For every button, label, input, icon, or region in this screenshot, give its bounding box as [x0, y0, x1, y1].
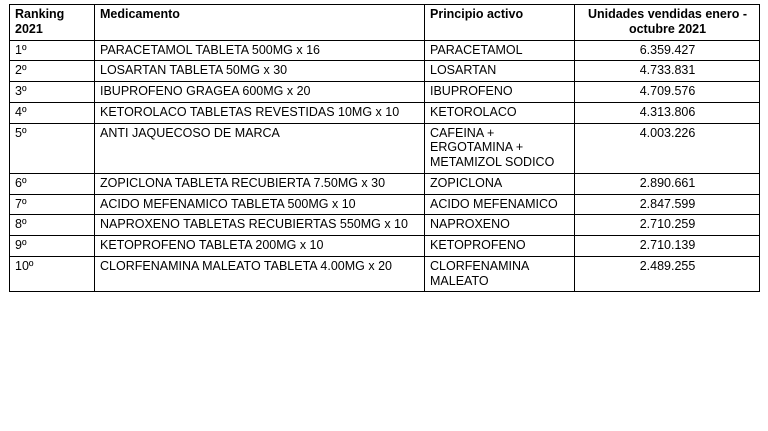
- table-row: [10, 236, 760, 257]
- cell-unidades-vendidas: 2.890.661: [575, 173, 760, 194]
- cell-medicamento: NAPROXENO TABLETAS RECUBIERTAS 550MG x 10: [95, 215, 425, 236]
- cell-principio-activo: IBUPROFENO: [425, 82, 575, 103]
- cell-medicamento: KETOROLACO TABLETAS REVESTIDAS 10MG x 10: [95, 102, 425, 123]
- table-row: [10, 173, 760, 194]
- cell-unidades-vendidas: 2.710.139: [575, 236, 760, 257]
- cell-principio-activo: ACIDO MEFENAMICO: [425, 194, 575, 215]
- cell-ranking: 4º: [10, 102, 95, 123]
- cell-medicamento: ZOPICLONA TABLETA RECUBIERTA 7.50MG x 30: [95, 173, 425, 194]
- column-header-principio-activo: Principio activo: [425, 5, 575, 41]
- cell-unidades-vendidas: 4.733.831: [575, 61, 760, 82]
- table-row: [10, 123, 760, 173]
- cell-ranking: 3º: [10, 82, 95, 103]
- column-header-ranking: Ranking 2021: [10, 5, 95, 41]
- cell-medicamento: KETOPROFENO TABLETA 200MG x 10: [95, 236, 425, 257]
- table-row: [10, 40, 760, 61]
- cell-principio-activo: CLORFENAMINA MALEATO: [425, 256, 575, 292]
- table-body: [10, 40, 760, 292]
- column-header-medicamento: Medicamento: [95, 5, 425, 41]
- cell-ranking: 1º: [10, 40, 95, 61]
- medicine-ranking-table: [9, 4, 760, 292]
- cell-medicamento: CLORFENAMINA MALEATO TABLETA 4.00MG x 20: [95, 256, 425, 292]
- cell-unidades-vendidas: 2.847.599: [575, 194, 760, 215]
- cell-medicamento: ACIDO MEFENAMICO TABLETA 500MG x 10: [95, 194, 425, 215]
- cell-ranking: 8º: [10, 215, 95, 236]
- cell-medicamento: ANTI JAQUECOSO DE MARCA: [95, 123, 425, 173]
- cell-ranking: 5º: [10, 123, 95, 173]
- cell-medicamento: PARACETAMOL TABLETA 500MG x 16: [95, 40, 425, 61]
- table-row: [10, 194, 760, 215]
- cell-ranking: 2º: [10, 61, 95, 82]
- table-row: [10, 61, 760, 82]
- cell-medicamento: IBUPROFENO GRAGEA 600MG x 20: [95, 82, 425, 103]
- table-header-row: [10, 5, 760, 41]
- cell-medicamento: LOSARTAN TABLETA 50MG x 30: [95, 61, 425, 82]
- cell-principio-activo: NAPROXENO: [425, 215, 575, 236]
- cell-ranking: 6º: [10, 173, 95, 194]
- cell-ranking: 7º: [10, 194, 95, 215]
- cell-unidades-vendidas: 2.710.259: [575, 215, 760, 236]
- cell-principio-activo: CAFEINA + ERGOTAMINA + METAMIZOL SODICO: [425, 123, 575, 173]
- cell-principio-activo: ZOPICLONA: [425, 173, 575, 194]
- cell-principio-activo: LOSARTAN: [425, 61, 575, 82]
- table-row: [10, 102, 760, 123]
- cell-unidades-vendidas: 2.489.255: [575, 256, 760, 292]
- document-page: [0, 4, 768, 431]
- cell-principio-activo: KETOROLACO: [425, 102, 575, 123]
- cell-ranking: 9º: [10, 236, 95, 257]
- table-row: [10, 82, 760, 103]
- cell-unidades-vendidas: 4.313.806: [575, 102, 760, 123]
- cell-unidades-vendidas: 4.709.576: [575, 82, 760, 103]
- cell-principio-activo: KETOPROFENO: [425, 236, 575, 257]
- cell-ranking: 10º: [10, 256, 95, 292]
- cell-principio-activo: PARACETAMOL: [425, 40, 575, 61]
- table-row: [10, 256, 760, 292]
- cell-unidades-vendidas: 4.003.226: [575, 123, 760, 173]
- column-header-unidades-vendidas: Unidades vendidas enero - octubre 2021: [575, 5, 760, 41]
- table-row: [10, 215, 760, 236]
- cell-unidades-vendidas: 6.359.427: [575, 40, 760, 61]
